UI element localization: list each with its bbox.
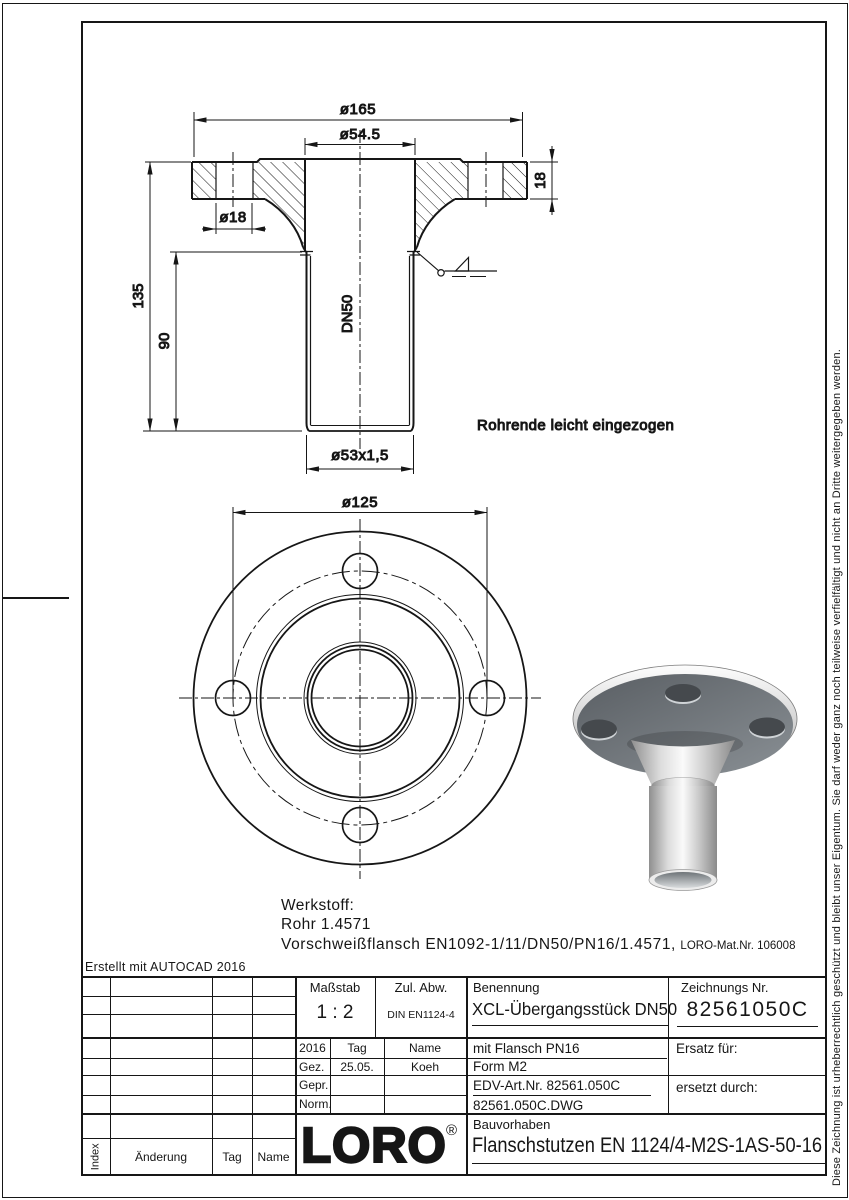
pipe-end-note: Rohrende leicht eingezogen <box>477 417 675 434</box>
material-line1: Rohr 1.4571 <box>281 916 371 933</box>
detail-line1: mit Flansch PN16 <box>473 1041 580 1056</box>
dim-pipe-height: 90 <box>156 332 173 350</box>
detail-line2: Form M2 <box>473 1059 527 1074</box>
bauvorhaben-label: Bauvorhaben <box>473 1117 551 1132</box>
ersatz-label: Ersatz für: <box>676 1041 738 1056</box>
top-view <box>179 494 541 879</box>
rev-aenderung-label: Änderung <box>134 1150 188 1164</box>
pipe-size-label: DN50 <box>339 294 356 334</box>
col-tag-header: Tag <box>347 1041 367 1055</box>
col-name-header: Name <box>408 1041 441 1055</box>
detail-line4: 82561.050C.DWG <box>473 1098 584 1113</box>
bauvorhaben-value: Flanschstutzen EN 1124/4-M2S-1AS-50-16 <box>472 1135 825 1164</box>
zeichnung-value: 82561050C <box>668 999 827 1027</box>
copyright-notice: Diese Zeichnung ist urheberrechtlich geschützt und bleibt unser Eigentum. Sie darf weder ganz noch teilweise verfielfältigt und nicht an Dritte weitergegeben werden. <box>831 348 843 1186</box>
benennung-label: Benennung <box>473 980 540 995</box>
dim-overall-height: 135 <box>130 283 147 309</box>
detail-line3: EDV-Art.Nr. 82561.050C <box>473 1079 651 1096</box>
norm-label: Norm. <box>299 1097 332 1111</box>
render-3d <box>573 665 797 891</box>
rev-tag-label: Tag <box>222 1150 242 1164</box>
material-line2: Vorschweißflansch EN1092-1/11/DN50/PN16/1.4571, <box>281 936 676 953</box>
rev-index-label: Index <box>89 1143 102 1170</box>
massstab-label: Maßstab <box>309 980 361 995</box>
created-with-note: Erstellt mit AUTOCAD 2016 <box>85 960 246 974</box>
svg-text:LORO: LORO <box>301 1119 447 1173</box>
dim-flange-od: ø165 <box>339 101 377 118</box>
massstab-value: 1 : 2 <box>316 1002 354 1023</box>
dim-pipe-end: ø53x1,5 <box>331 447 389 464</box>
dim-flange-thickness: 18 <box>532 172 549 189</box>
material-heading: Werkstoff: <box>281 897 355 914</box>
gez-label: Gez. <box>299 1060 325 1074</box>
loro-logo <box>298 1117 464 1173</box>
dim-bolt-hole: ø18 <box>219 209 247 226</box>
weld-symbol <box>417 252 497 277</box>
gez-name: Koeh <box>410 1060 440 1074</box>
zul-abw-value: DIN EN1124-4 <box>387 1009 455 1021</box>
gez-tag: 25.05. <box>340 1060 374 1074</box>
zeichnung-label: Zeichnungs Nr. <box>681 980 769 995</box>
gepr-label: Gepr. <box>299 1078 329 1092</box>
benennung-value: XCL-Übergangsstück DN50 <box>472 1000 668 1026</box>
dim-bolt-circle: ø125 <box>341 494 379 511</box>
material-line2-note: LORO-Mat.Nr. 106008 <box>680 940 796 952</box>
rev-name-label: Name <box>257 1150 290 1164</box>
registered-mark: ® <box>446 1122 458 1139</box>
zul-abw-label: Zul. Abw. <box>394 980 448 995</box>
dim-hub-od: ø54.5 <box>339 126 381 143</box>
ersetzt-label: ersetzt durch: <box>676 1080 758 1095</box>
front-view <box>130 101 674 474</box>
year-cell: 2016 <box>299 1041 326 1055</box>
